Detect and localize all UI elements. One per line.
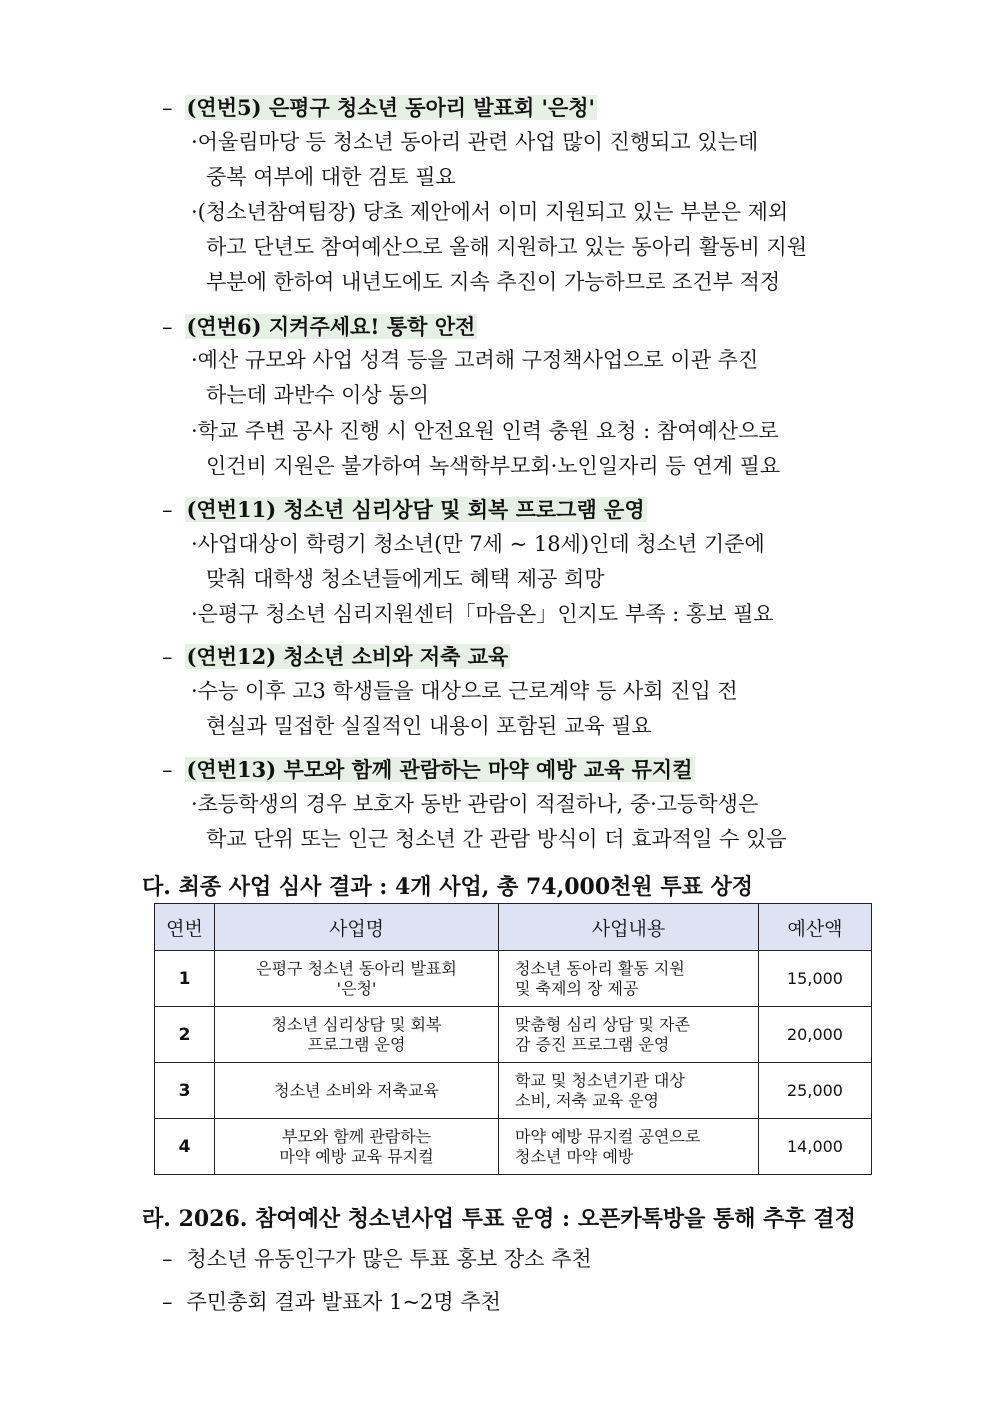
column-header-no: 연번 bbox=[155, 904, 215, 951]
list-item-text: 주민총회 결과 발표자 1~2명 추천 bbox=[186, 1290, 501, 1314]
cell-content bbox=[499, 951, 759, 1007]
column-header-content: 사업내용 bbox=[499, 904, 759, 951]
item-title: (연번11) 청소년 심리상담 및 회복 프로그램 운영 bbox=[186, 497, 645, 522]
item-heading bbox=[162, 92, 597, 122]
item-heading bbox=[162, 311, 477, 341]
bullet-line: ·초등학생의 경우 보호자 동반 관람이 적절하나, 중·고등학생은 bbox=[191, 792, 759, 816]
cell-line: 맞춤형 심리 상담 및 자존 bbox=[515, 1014, 690, 1034]
bullet-line: 하는데 과반수 이상 동의 bbox=[206, 383, 429, 407]
cell-name bbox=[215, 1063, 499, 1119]
bullet-line: ·(청소년참여팀장) 당초 제안에서 이미 지원되고 있는 부분은 제외 bbox=[191, 200, 789, 224]
cell-line: 부모와 함께 관람하는 bbox=[281, 1126, 432, 1146]
bullet-line: 인건비 지원은 불가하여 녹색학부모회·노인일자리 등 연계 필요 bbox=[206, 454, 781, 478]
cell-no: 1 bbox=[155, 951, 215, 1007]
item-title: (연번13) 부모와 함께 관람하는 마약 예방 교육 뮤지컬 bbox=[186, 757, 693, 782]
cell-name bbox=[215, 951, 499, 1007]
result-table bbox=[154, 903, 872, 1175]
dash-marker: – bbox=[162, 1290, 173, 1314]
cell-name bbox=[215, 1119, 499, 1175]
bullet-line: ·사업대상이 학령기 청소년(만 7세 ~ 18세)인데 청소년 기준에 bbox=[191, 532, 765, 556]
column-header-name: 사업명 bbox=[215, 904, 499, 951]
cell-line: 청소년 심리상담 및 회복 bbox=[271, 1014, 442, 1034]
table-row bbox=[155, 1063, 872, 1119]
cell-budget: 15,000 bbox=[759, 951, 872, 1007]
section-heading-da: 다. 최종 사업 심사 결과 : 4개 사업, 총 74,000천원 투표 상정 bbox=[142, 874, 753, 900]
cell-line: 청소년 소비와 저축교육 bbox=[274, 1080, 439, 1100]
cell-no: 4 bbox=[155, 1119, 215, 1175]
bullet-line: ·예산 규모와 사업 성격 등을 고려해 구정책사업으로 이관 추진 bbox=[191, 348, 759, 372]
list-item bbox=[162, 1243, 592, 1273]
column-header-budget: 예산액 bbox=[759, 904, 872, 951]
cell-no: 3 bbox=[155, 1063, 215, 1119]
bullet-line: 맞춰 대학생 청소년들에게도 혜택 제공 희망 bbox=[206, 567, 605, 591]
dash-marker: – bbox=[162, 645, 173, 669]
bullet-line: ·어울림마당 등 청소년 동아리 관련 사업 많이 진행되고 있는데 bbox=[191, 130, 759, 154]
cell-name bbox=[215, 1007, 499, 1063]
cell-budget: 25,000 bbox=[759, 1063, 872, 1119]
item-title: (연번6) 지켜주세요! 통학 안전 bbox=[186, 314, 476, 339]
dash-marker: – bbox=[162, 315, 173, 339]
table-header-row bbox=[155, 904, 872, 951]
bullet-line: 현실과 밀접한 실질적인 내용이 포함된 교육 필요 bbox=[206, 714, 652, 738]
bullet-line: ·수능 이후 고3 학생들을 대상으로 근로계약 등 사회 진입 전 bbox=[191, 679, 738, 703]
cell-content bbox=[499, 1007, 759, 1063]
dash-marker: – bbox=[162, 498, 173, 522]
cell-line: 소비, 저축 교육 운영 bbox=[515, 1090, 659, 1110]
cell-line: 마약 예방 뮤지컬 공연으로 bbox=[515, 1126, 701, 1146]
dash-marker: – bbox=[162, 1247, 173, 1271]
item-title: (연번5) 은평구 청소년 동아리 발표회 '은청' bbox=[186, 95, 595, 120]
cell-line: 은평구 청소년 동아리 발표회 bbox=[256, 958, 457, 978]
table-row bbox=[155, 951, 872, 1007]
table-row bbox=[155, 1119, 872, 1175]
cell-content bbox=[499, 1119, 759, 1175]
cell-budget: 14,000 bbox=[759, 1119, 872, 1175]
cell-line: '은청' bbox=[336, 978, 377, 998]
list-item bbox=[162, 1286, 501, 1316]
cell-no: 2 bbox=[155, 1007, 215, 1063]
cell-content bbox=[499, 1063, 759, 1119]
item-title: (연번12) 청소년 소비와 저축 교육 bbox=[186, 644, 509, 669]
dash-marker: – bbox=[162, 96, 173, 120]
item-heading bbox=[162, 641, 510, 671]
cell-line: 프로그램 운영 bbox=[307, 1034, 406, 1054]
bullet-line: 중복 여부에 대한 검토 필요 bbox=[206, 165, 456, 189]
cell-line: 및 축제의 장 제공 bbox=[515, 978, 639, 998]
cell-line: 감 증진 프로그램 운영 bbox=[515, 1034, 670, 1054]
item-heading bbox=[162, 494, 647, 524]
bullet-line: 학교 단위 또는 인근 청소년 간 관람 방식이 더 효과적일 수 있음 bbox=[206, 827, 787, 851]
cell-line: 마약 예방 교육 뮤지컬 bbox=[279, 1146, 434, 1166]
bullet-line: ·은평구 청소년 심리지원센터「마음온」인지도 부족 : 홍보 필요 bbox=[191, 602, 774, 626]
section-heading-ra: 라. 2026. 참여예산 청소년사업 투표 운영 : 오픈카톡방을 통해 추후 결정 bbox=[142, 1206, 856, 1232]
bullet-line: 하고 단년도 참여예산으로 올해 지원하고 있는 동아리 활동비 지원 bbox=[206, 235, 808, 259]
cell-budget: 20,000 bbox=[759, 1007, 872, 1063]
cell-line: 청소년 동아리 활동 지원 bbox=[515, 958, 685, 978]
dash-marker: – bbox=[162, 758, 173, 782]
list-item-text: 청소년 유동인구가 많은 투표 홍보 장소 추천 bbox=[186, 1247, 592, 1271]
cell-line: 청소년 마약 예방 bbox=[515, 1146, 634, 1166]
cell-line: 학교 및 청소년기관 대상 bbox=[515, 1070, 685, 1090]
bullet-line: 부분에 한하여 내년도에도 지속 추진이 가능하므로 조건부 적정 bbox=[206, 270, 781, 294]
table-row bbox=[155, 1007, 872, 1063]
item-heading bbox=[162, 754, 695, 784]
bullet-line: ·학교 주변 공사 진행 시 안전요원 인력 충원 요청 : 참여예산으로 bbox=[191, 419, 779, 443]
